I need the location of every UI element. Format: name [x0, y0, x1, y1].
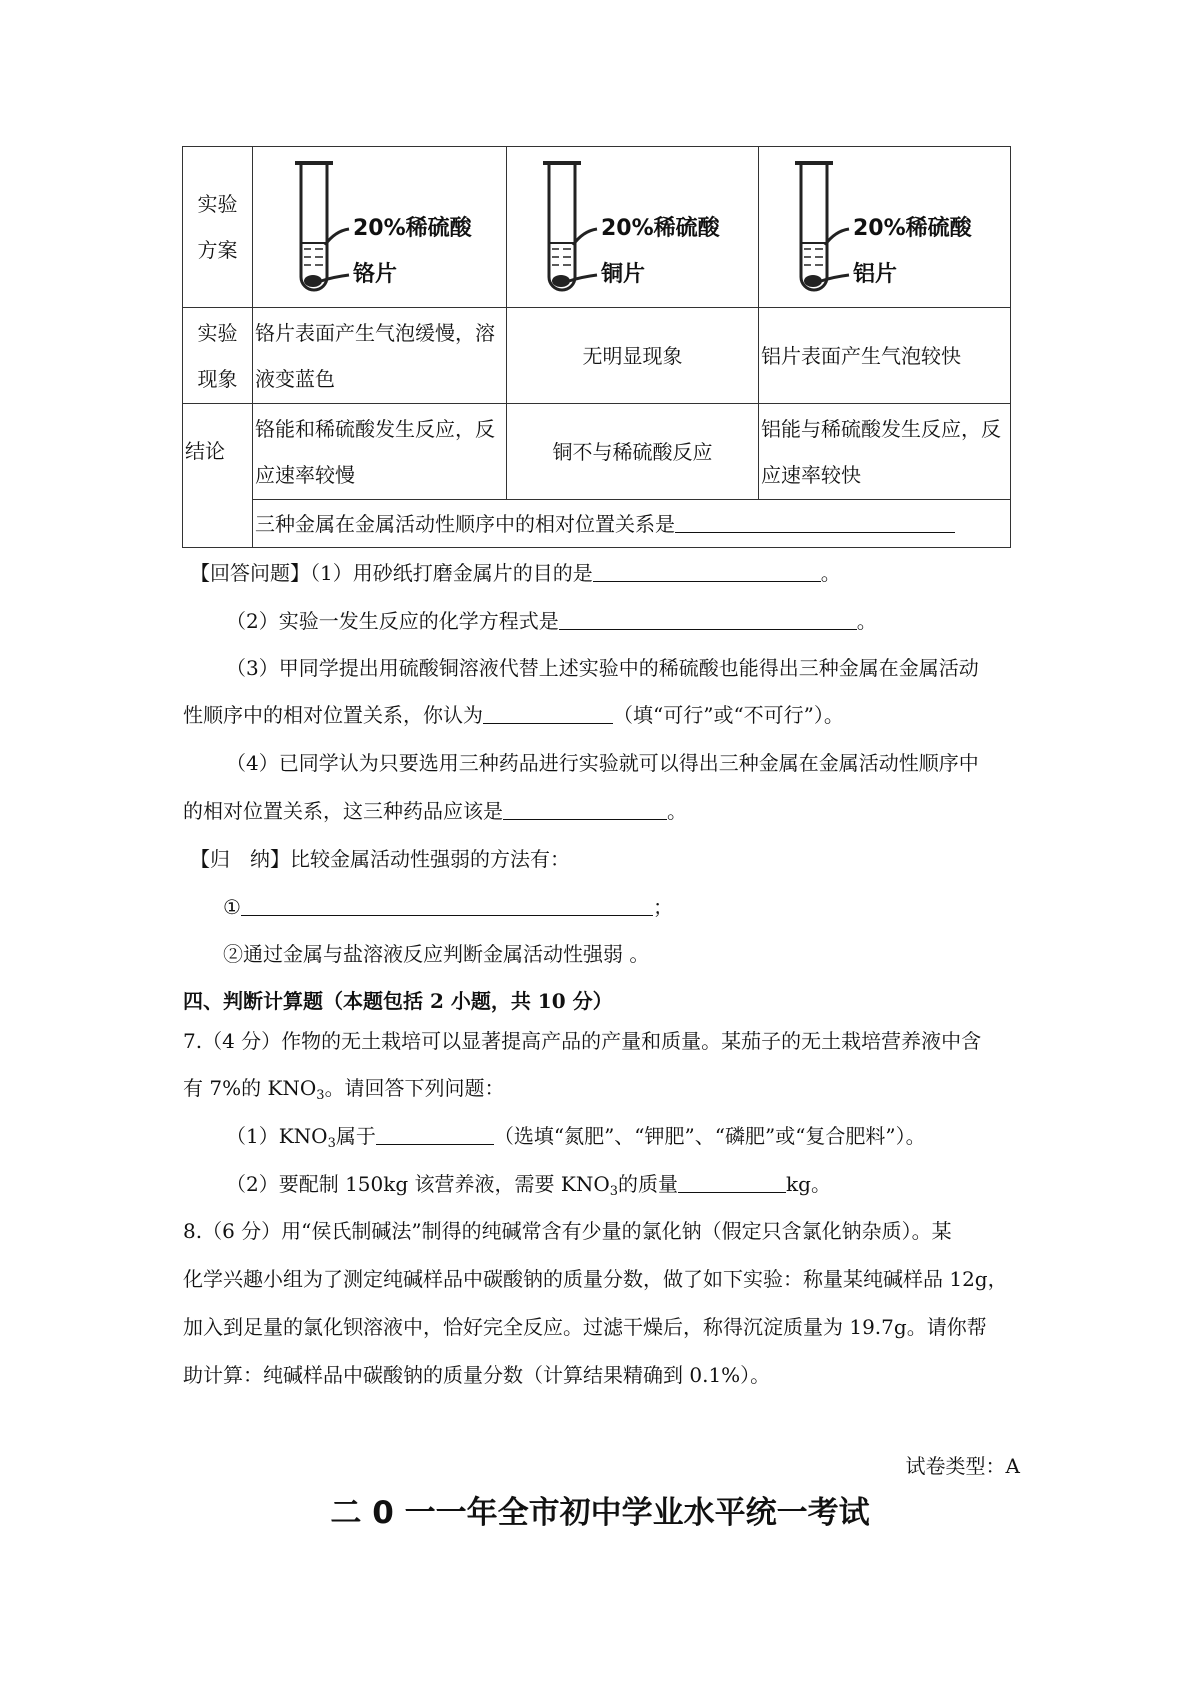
tube-cell-copper — [507, 147, 759, 308]
question-8-line-2: 化学兴趣小组为了测定纯碱样品中碳酸钠的质量分数，做了如下实验：称量某纯碱样品 12g， — [183, 1267, 1008, 1291]
experiment-table — [182, 146, 1011, 548]
acid-label: 20%稀硫酸 — [353, 216, 472, 241]
question-7-line-1: 7.（4 分）作物的无土栽培可以显著提高产品的产量和质量。某茄子的无土栽培营养液中含 — [183, 1029, 982, 1053]
tube-cell-chromium — [253, 147, 507, 308]
conclusion-chromium: 铬能和稀硫酸发生反应，反 应速率较慢 — [253, 404, 507, 500]
relation-row: 三种金属在金属活动性顺序中的相对位置关系是 — [253, 500, 1011, 548]
row-header-plan: 实验 方案 — [183, 147, 253, 308]
conclusion-copper: 铜不与稀硫酸反应 — [507, 404, 759, 500]
answer-blank[interactable] — [678, 1172, 786, 1193]
metal-label: 铝片 — [853, 262, 898, 287]
phenomenon-aluminum: 铝片表面产生气泡较快 — [759, 308, 1011, 404]
answer-blank[interactable] — [376, 1124, 494, 1145]
row-header-conclusion: 结论 — [183, 404, 253, 548]
question-2: （2）实验一发生反应的化学方程式是 。 — [226, 609, 877, 633]
phenomenon-copper: 无明显现象 — [507, 308, 759, 404]
tube-cell-aluminum — [759, 147, 1011, 308]
section-4-title: 四、判断计算题（本题包括 2 小题，共 10 分） — [183, 989, 613, 1013]
answer-blank[interactable] — [503, 799, 667, 820]
summary-heading: 【归 纳】比较金属活动性强弱的方法有： — [190, 847, 570, 871]
question-8-line-1: 8.（6 分）用“侯氏制碱法”制得的纯碱常含有少量的氯化钠（假定只含氯化钠杂质）。某 — [183, 1219, 952, 1243]
method-2: ②通过金属与盐溶液反应判断金属活动性强弱 。 — [223, 942, 650, 966]
acid-label: 20%稀硫酸 — [601, 216, 720, 241]
question-8-line-3: 加入到足量的氯化钡溶液中，恰好完全反应。过滤干燥后，称得沉淀质量为 19.7g。请你帮 — [183, 1315, 987, 1339]
question-4-line-1: （4）已同学认为只要选用三种药品进行实验就可以得出三种金属在金属活动性顺序中 — [226, 751, 979, 775]
phenomenon-chromium: 铬片表面产生气泡缓慢，溶 液变蓝色 — [253, 308, 507, 404]
conclusion-aluminum: 铝能与稀硫酸发生反应，反 应速率较快 — [759, 404, 1011, 500]
answer-blank[interactable] — [675, 512, 955, 533]
answer-blank[interactable] — [593, 561, 821, 582]
question-1: 【回答问题】（1）用砂纸打磨金属片的目的是 。 — [190, 561, 841, 585]
question-7-line-2: 有 7%的 $KNO_3$。请回答下列问题： — [183, 1076, 505, 1103]
paper-type: 试卷类型：A — [905, 1454, 1020, 1478]
answer-blank[interactable] — [483, 703, 613, 724]
metal-label: 铬片 — [353, 262, 398, 287]
exam-title: 二 0 一一年全市初中学业水平统一考试 — [330, 1495, 870, 1531]
question-3-line-2: 性顺序中的相对位置关系，你认为 （填“可行”或“不可行”）。 — [183, 703, 844, 727]
row-header-phenomenon: 实验 现象 — [183, 308, 253, 404]
question-7-part-2: （2）要配制 150kg 该营养液，需要 $KNO_3$的质量 kg。 — [226, 1172, 831, 1199]
metal-label: 铜片 — [601, 262, 646, 287]
question-3-line-1: （3）甲同学提出用硫酸铜溶液代替上述实验中的稀硫酸也能得出三种金属在金属活动 — [226, 656, 979, 680]
question-7-part-1: $(1)KNO_3$属于 （选填“氮肥”、“钾肥”、“磷肥”或“复合肥料”）。 — [226, 1124, 926, 1151]
acid-label: 20%稀硫酸 — [853, 216, 972, 241]
question-8-line-4: 助计算：纯碱样品中碳酸钠的质量分数（计算结果精确到 0.1%）。 — [183, 1363, 771, 1387]
answer-blank[interactable] — [559, 609, 857, 630]
method-1: ① ； — [223, 895, 673, 919]
answer-blank[interactable] — [241, 895, 653, 916]
question-4-line-2: 的相对位置关系，这三种药品应该是 。 — [183, 799, 687, 823]
